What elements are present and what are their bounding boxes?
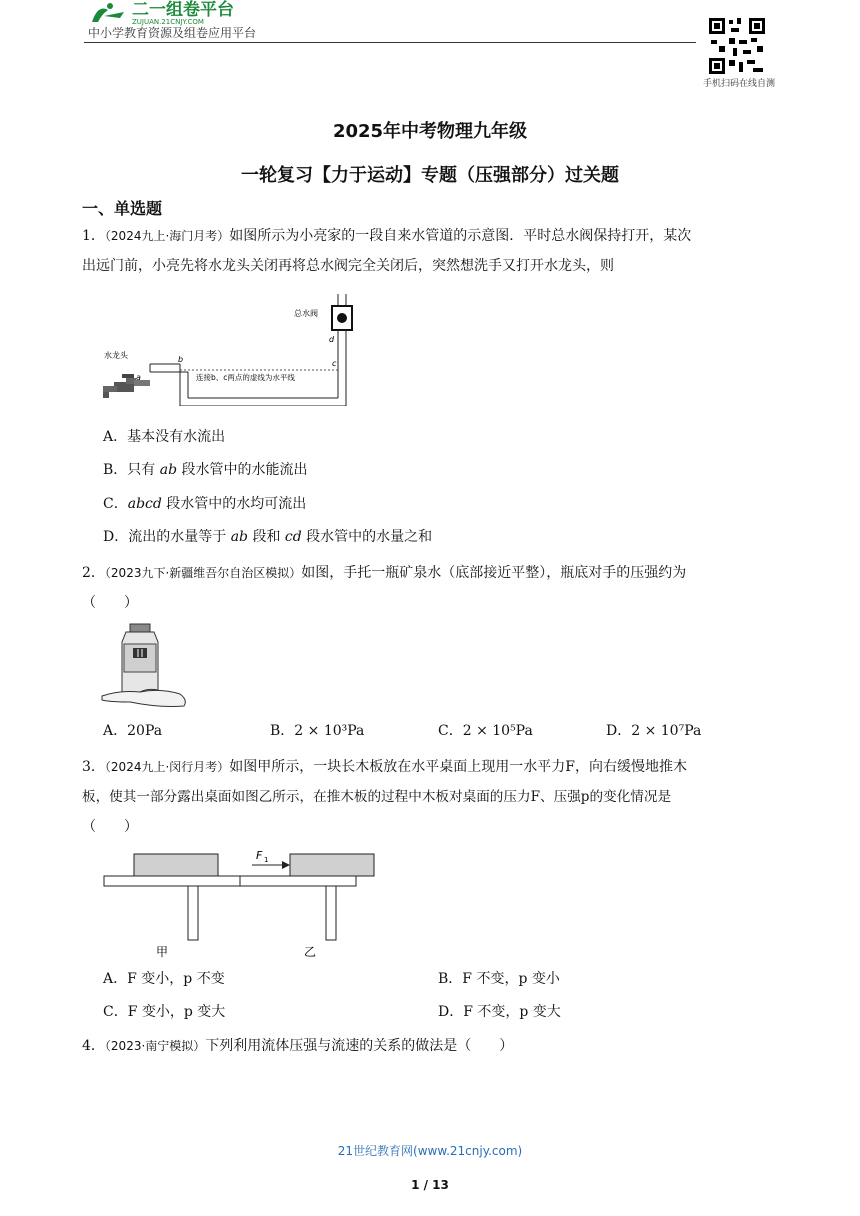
label-yi: 乙 <box>304 945 317 959</box>
logo-runner-icon <box>92 9 108 23</box>
question-text: 如图所示为小亮家的一段自来水管道的示意图．平时总水阀保持打开，某次 <box>229 228 692 244</box>
hand-icon <box>102 689 185 706</box>
option-d[interactable]: D．2 × 10⁷Pa <box>606 723 702 739</box>
option-b[interactable]: B．2 × 10³Pa <box>270 723 365 739</box>
bottle-icon <box>122 624 158 692</box>
question-number: 1． <box>82 228 105 244</box>
question-source: （2024九上·海门月考） <box>104 229 230 243</box>
answer-blank: （ ） <box>82 819 138 835</box>
option-d[interactable]: D．F 不变，p 变大 <box>438 1004 561 1020</box>
question-text-cont: 出远门前，小亮先将水龙头关闭再将总水阀完全关闭后，突然想洗手又打开水龙头，则 <box>82 258 614 274</box>
q1-options <box>103 422 703 555</box>
tap-label: 水龙头 <box>104 351 128 360</box>
qr-code-icon[interactable] <box>707 16 767 76</box>
board-b <box>290 854 374 876</box>
question-3 <box>82 752 778 842</box>
page-number: 1 / 13 <box>411 1178 449 1192</box>
option-d[interactable]: D．流出的水量等于 ab 段和 cd 段水管中的水量之和 <box>103 528 433 545</box>
answer-blank: （ ） <box>82 595 138 611</box>
label-d: d <box>329 335 335 344</box>
platform-logo <box>84 0 274 26</box>
option-a[interactable]: A．基本没有水流出 <box>103 429 226 445</box>
table-leg-a <box>188 886 198 940</box>
force-arrow-icon <box>282 861 290 869</box>
header-divider <box>84 42 696 43</box>
option-c[interactable]: C．abcd 段水管中的水均可流出 <box>103 495 307 512</box>
table-leg-b <box>326 886 336 940</box>
bottle-on-hand-figure <box>100 622 190 714</box>
faucet-icon <box>103 374 150 398</box>
question-text: 下列利用流体压强与流速的关系的做法是（ ） <box>205 1038 514 1054</box>
question-2 <box>82 558 778 618</box>
page-title: 2025年中考物理九年级 <box>332 121 528 142</box>
table-top-a <box>104 876 254 886</box>
option-a[interactable]: A．20Pa <box>103 723 163 739</box>
pipe-diagram <box>100 294 360 410</box>
question-number: 2． <box>82 565 105 581</box>
board-table-figure <box>100 844 390 966</box>
logo-url: ZUJUAN.21CNJY.COM <box>132 18 204 26</box>
label-b: b <box>178 355 184 364</box>
question-4 <box>82 1031 778 1061</box>
logo-title: 二一组卷平台 <box>132 0 234 20</box>
option-b[interactable]: B．F 不变，p 变小 <box>438 971 560 987</box>
question-text: 如图，手托一瓶矿泉水（底部接近平整），瓶底对手的压强约为 <box>301 565 687 581</box>
question-source: （2023九下·新疆维吾尔自治区模拟） <box>104 566 302 580</box>
question-text-cont: 板，使其一部分露出桌面如图乙所示，在推木板的过程中木板对桌面的压力F、压强p的变化情况是 <box>82 789 672 805</box>
question-source: （2024九上·闵行月考） <box>104 760 230 774</box>
table-top-b <box>240 876 356 886</box>
option-b[interactable]: B．只有 ab 段水管中的水能流出 <box>103 462 308 479</box>
platform-name: 中小学教育资源及组卷应用平台 <box>88 26 257 40</box>
board-a <box>134 854 218 876</box>
question-source: （2023·南宁模拟） <box>104 1039 206 1053</box>
page-subtitle: 一轮复习【力于运动】专题（压强部分）过关题 <box>241 165 619 186</box>
question-text: 如图甲所示，一块长木板放在水平桌面上现用一水平力F，向右缓慢地推木 <box>229 759 687 775</box>
option-a[interactable]: A．F 变小，p 不变 <box>103 971 225 987</box>
valve-label: 总水阀 <box>294 309 318 318</box>
question-1 <box>82 221 778 281</box>
footer-site-link[interactable]: 21世纪教育网(www.21cnjy.com) <box>337 1144 523 1158</box>
horizontal-line-note: 连接b、c两点的虚线为水平线 <box>196 373 295 382</box>
force-subscript: 1 <box>264 856 269 864</box>
label-a: a <box>136 373 141 382</box>
section-heading: 一、单选题 <box>82 199 163 218</box>
label-jia: 甲 <box>156 945 169 959</box>
option-c[interactable]: C．2 × 10⁵Pa <box>438 723 533 739</box>
option-c[interactable]: C．F 变小，p 变大 <box>103 1004 226 1020</box>
label-c: c <box>332 359 337 368</box>
force-label: F <box>256 849 263 862</box>
question-number: 4． <box>82 1038 105 1054</box>
question-number: 3． <box>82 759 105 775</box>
qr-caption: 手机扫码在线自测 <box>702 79 775 89</box>
